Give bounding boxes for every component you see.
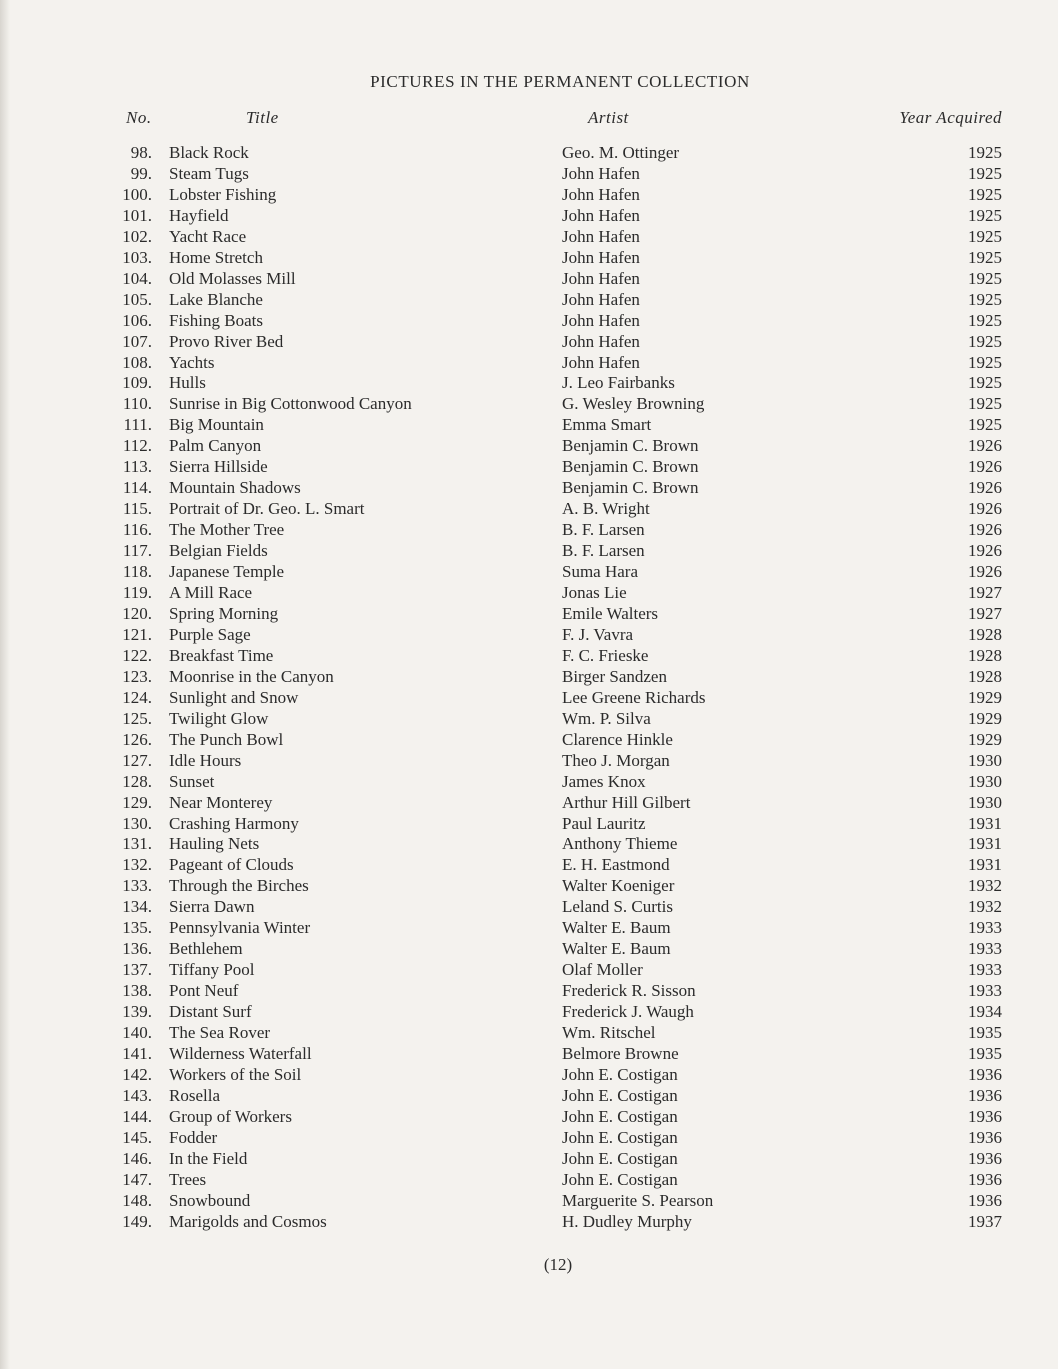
row-artist: John Hafen bbox=[562, 205, 640, 225]
row-year: 1925 bbox=[968, 226, 1002, 246]
row-title: Mountain Shadows bbox=[169, 478, 301, 498]
row-artist: Benjamin C. Brown bbox=[562, 457, 699, 477]
row-title: Sunrise in Big Cottonwood Canyon bbox=[169, 394, 412, 414]
row-number: 109. bbox=[122, 373, 152, 393]
row-artist: G. Wesley Browning bbox=[562, 394, 705, 414]
table-row bbox=[0, 477, 1058, 498]
row-year: 1925 bbox=[968, 394, 1002, 414]
row-artist: Frederick J. Waugh bbox=[562, 1002, 694, 1022]
table-row bbox=[0, 875, 1058, 896]
row-title: Hayfield bbox=[169, 205, 229, 225]
row-title: Home Stretch bbox=[169, 247, 263, 267]
row-artist: Geo. M. Ottinger bbox=[562, 143, 680, 162]
row-number: 125. bbox=[122, 708, 152, 728]
table-row bbox=[0, 771, 1058, 792]
row-year: 1925 bbox=[968, 331, 1002, 351]
row-number: 100. bbox=[122, 184, 152, 204]
row-number: 115. bbox=[122, 499, 152, 519]
row-number: 130. bbox=[122, 813, 152, 833]
row-artist: John E. Costigan bbox=[562, 1148, 678, 1168]
table-row bbox=[0, 226, 1058, 247]
row-title: Workers of the Soil bbox=[169, 1064, 302, 1084]
row-artist: Wm. Ritschel bbox=[562, 1023, 656, 1043]
row-number: 138. bbox=[122, 981, 152, 1001]
row-title: Bethlehem bbox=[169, 939, 243, 959]
row-title: A Mill Race bbox=[169, 583, 253, 603]
row-number: 149. bbox=[122, 1211, 152, 1231]
row-artist: John Hafen bbox=[562, 268, 640, 288]
row-title: Wilderness Waterfall bbox=[169, 1043, 312, 1063]
table-row bbox=[0, 414, 1058, 435]
row-year: 1936 bbox=[968, 1190, 1002, 1210]
row-year: 1933 bbox=[968, 960, 1002, 980]
row-title: Lake Blanche bbox=[169, 289, 263, 309]
row-title: Near Monterey bbox=[169, 792, 273, 812]
row-artist: John Hafen bbox=[562, 310, 640, 330]
row-number: 110. bbox=[122, 394, 152, 414]
table-row bbox=[0, 268, 1058, 289]
row-artist: John Hafen bbox=[562, 289, 640, 309]
table-row bbox=[0, 980, 1058, 1001]
row-artist: Olaf Moller bbox=[562, 960, 643, 980]
row-year: 1929 bbox=[968, 729, 1002, 749]
row-artist: Theo J. Morgan bbox=[562, 750, 670, 770]
row-year: 1925 bbox=[968, 163, 1002, 183]
row-year: 1936 bbox=[968, 1064, 1002, 1084]
row-title: Sunlight and Snow bbox=[169, 687, 299, 707]
row-artist: John E. Costigan bbox=[562, 1085, 678, 1105]
table-row bbox=[0, 1022, 1058, 1043]
table-row bbox=[0, 372, 1058, 393]
table-row bbox=[0, 1001, 1058, 1022]
row-artist: F. J. Vavra bbox=[562, 624, 634, 644]
row-number: 148. bbox=[122, 1190, 152, 1210]
row-artist: Emma Smart bbox=[562, 415, 652, 435]
table-row bbox=[0, 1169, 1058, 1190]
row-title: Snowbound bbox=[169, 1190, 251, 1210]
table-row bbox=[0, 310, 1058, 331]
row-year: 1926 bbox=[968, 478, 1002, 498]
table-row bbox=[0, 813, 1058, 834]
table-row bbox=[0, 435, 1058, 456]
row-artist: John E. Costigan bbox=[562, 1106, 678, 1126]
row-artist: Suma Hara bbox=[562, 562, 639, 582]
row-artist: Jonas Lie bbox=[562, 583, 627, 603]
table-row bbox=[0, 1127, 1058, 1148]
row-title: Sierra Hillside bbox=[169, 457, 268, 477]
row-number: 134. bbox=[122, 897, 152, 917]
table-row bbox=[0, 289, 1058, 310]
row-artist: John Hafen bbox=[562, 226, 640, 246]
row-artist: Lee Greene Richards bbox=[562, 687, 706, 707]
row-artist: John E. Costigan bbox=[562, 1169, 678, 1189]
table-row bbox=[0, 645, 1058, 666]
table-row bbox=[0, 561, 1058, 582]
row-artist: Emile Walters bbox=[562, 603, 659, 623]
row-year: 1926 bbox=[968, 562, 1002, 582]
table-row bbox=[0, 1106, 1058, 1127]
row-year: 1935 bbox=[968, 1043, 1002, 1063]
row-year: 1925 bbox=[968, 373, 1002, 393]
row-year: 1925 bbox=[968, 352, 1002, 372]
row-title: Yacht Race bbox=[169, 226, 247, 246]
table-row bbox=[0, 205, 1058, 226]
row-year: 1936 bbox=[968, 1169, 1002, 1189]
row-title: Hulls bbox=[169, 373, 206, 393]
row-number: 107. bbox=[122, 331, 152, 351]
row-number: 117. bbox=[122, 541, 152, 561]
row-number: 121. bbox=[122, 624, 152, 644]
row-artist: E. H. Eastmond bbox=[562, 855, 670, 875]
row-artist: Frederick R. Sisson bbox=[562, 981, 696, 1001]
table-row bbox=[0, 184, 1058, 205]
row-number: 142. bbox=[122, 1064, 152, 1084]
row-year: 1933 bbox=[968, 918, 1002, 938]
row-number: 139. bbox=[122, 1002, 152, 1022]
row-title: Tiffany Pool bbox=[169, 960, 255, 980]
row-title: Group of Workers bbox=[169, 1106, 292, 1126]
row-number: 144. bbox=[122, 1106, 152, 1126]
row-number: 98. bbox=[130, 143, 152, 162]
table-row bbox=[0, 1148, 1058, 1169]
row-title: Through the Birches bbox=[169, 876, 309, 896]
row-year: 1925 bbox=[968, 247, 1002, 267]
row-artist: John Hafen bbox=[562, 163, 640, 183]
table-row bbox=[0, 854, 1058, 875]
column-header-artist: Artist bbox=[588, 108, 629, 127]
table-row bbox=[0, 352, 1058, 373]
row-year: 1930 bbox=[968, 792, 1002, 812]
row-number: 112. bbox=[122, 436, 152, 456]
row-year: 1929 bbox=[968, 687, 1002, 707]
row-year: 1937 bbox=[968, 1211, 1002, 1231]
row-title: Pennsylvania Winter bbox=[169, 918, 311, 938]
table-row bbox=[0, 1064, 1058, 1085]
row-number: 126. bbox=[122, 729, 152, 749]
row-title: Distant Surf bbox=[169, 1002, 252, 1022]
row-number: 103. bbox=[122, 247, 152, 267]
row-number: 111. bbox=[123, 415, 152, 435]
page-number: (12) bbox=[543, 1255, 573, 1274]
row-year: 1934 bbox=[968, 1002, 1002, 1022]
table-row bbox=[0, 624, 1058, 645]
collection-table bbox=[0, 142, 1058, 1232]
table-row bbox=[0, 331, 1058, 352]
row-title: Hauling Nets bbox=[169, 834, 260, 854]
row-number: 146. bbox=[122, 1148, 152, 1168]
row-title: Portrait of Dr. Geo. L. Smart bbox=[169, 499, 365, 519]
row-year: 1936 bbox=[968, 1085, 1002, 1105]
row-title: Black Rock bbox=[169, 143, 249, 162]
table-row bbox=[0, 687, 1058, 708]
row-year: 1925 bbox=[968, 415, 1002, 435]
row-number: 104. bbox=[122, 268, 152, 288]
row-title: The Sea Rover bbox=[169, 1023, 271, 1043]
row-year: 1933 bbox=[968, 939, 1002, 959]
row-number: 118. bbox=[122, 562, 152, 582]
row-year: 1930 bbox=[968, 771, 1002, 791]
table-row bbox=[0, 1190, 1058, 1211]
table-row bbox=[0, 519, 1058, 540]
row-title: Trees bbox=[169, 1169, 207, 1189]
row-title: Moonrise in the Canyon bbox=[169, 666, 334, 686]
row-artist: John E. Costigan bbox=[562, 1127, 678, 1147]
row-number: 119. bbox=[122, 583, 152, 603]
row-artist: Paul Lauritz bbox=[562, 813, 646, 833]
row-number: 127. bbox=[122, 750, 152, 770]
row-number: 114. bbox=[122, 478, 152, 498]
row-title: Yachts bbox=[169, 352, 215, 372]
row-title: Palm Canyon bbox=[169, 436, 262, 456]
row-artist: Walter E. Baum bbox=[562, 918, 671, 938]
table-row bbox=[0, 603, 1058, 624]
row-year: 1926 bbox=[968, 520, 1002, 540]
row-title: Belgian Fields bbox=[169, 541, 268, 561]
row-number: 141. bbox=[122, 1043, 152, 1063]
row-number: 105. bbox=[122, 289, 152, 309]
row-title: In the Field bbox=[169, 1148, 248, 1168]
row-artist: B. F. Larsen bbox=[562, 541, 645, 561]
row-number: 135. bbox=[122, 918, 152, 938]
table-row bbox=[0, 833, 1058, 854]
row-number: 113. bbox=[122, 457, 152, 477]
table-row bbox=[0, 729, 1058, 750]
row-number: 101. bbox=[122, 205, 152, 225]
row-title: Pont Neuf bbox=[169, 981, 239, 1001]
column-header-no: No. bbox=[126, 108, 152, 127]
table-row bbox=[0, 1043, 1058, 1064]
row-title: Spring Morning bbox=[169, 603, 279, 623]
row-title: Purple Sage bbox=[169, 624, 251, 644]
row-artist: Arthur Hill Gilbert bbox=[562, 792, 691, 812]
row-title: Breakfast Time bbox=[169, 645, 274, 665]
row-title: Japanese Temple bbox=[169, 562, 285, 582]
row-year: 1932 bbox=[968, 876, 1002, 896]
row-number: 123. bbox=[122, 666, 152, 686]
row-artist: Benjamin C. Brown bbox=[562, 436, 699, 456]
row-artist: H. Dudley Murphy bbox=[562, 1211, 692, 1231]
row-year: 1926 bbox=[968, 499, 1002, 519]
row-year: 1935 bbox=[968, 1023, 1002, 1043]
row-title: Sierra Dawn bbox=[169, 897, 255, 917]
row-artist: Leland S. Curtis bbox=[562, 897, 673, 917]
row-year: 1930 bbox=[968, 750, 1002, 770]
row-title: The Mother Tree bbox=[169, 520, 285, 540]
table-row bbox=[0, 750, 1058, 771]
row-title: Sunset bbox=[169, 771, 215, 791]
row-artist: John Hafen bbox=[562, 247, 640, 267]
row-number: 131. bbox=[122, 834, 152, 854]
row-title: The Punch Bowl bbox=[169, 729, 284, 749]
row-year: 1925 bbox=[968, 184, 1002, 204]
row-number: 132. bbox=[122, 855, 152, 875]
row-number: 140. bbox=[122, 1023, 152, 1043]
row-year: 1936 bbox=[968, 1127, 1002, 1147]
column-header-year: Year Acquired bbox=[899, 108, 1002, 127]
table-row bbox=[0, 792, 1058, 813]
row-artist: Birger Sandzen bbox=[562, 666, 667, 686]
row-number: 122. bbox=[122, 645, 152, 665]
row-number: 120. bbox=[122, 603, 152, 623]
table-row bbox=[0, 896, 1058, 917]
table-row bbox=[0, 917, 1058, 938]
row-artist: Benjamin C. Brown bbox=[562, 478, 699, 498]
row-number: 102. bbox=[122, 226, 152, 246]
row-year: 1928 bbox=[968, 624, 1002, 644]
table-row bbox=[0, 708, 1058, 729]
row-title: Provo River Bed bbox=[169, 331, 284, 351]
row-number: 143. bbox=[122, 1085, 152, 1105]
row-year: 1926 bbox=[968, 436, 1002, 456]
table-row bbox=[0, 582, 1058, 603]
table-row bbox=[0, 1211, 1058, 1232]
table-row bbox=[0, 540, 1058, 561]
row-year: 1925 bbox=[968, 310, 1002, 330]
table-row bbox=[0, 142, 1058, 163]
row-year: 1931 bbox=[968, 813, 1002, 833]
row-year: 1926 bbox=[968, 457, 1002, 477]
row-year: 1936 bbox=[968, 1106, 1002, 1126]
row-artist: Clarence Hinkle bbox=[562, 729, 673, 749]
table-row bbox=[0, 938, 1058, 959]
row-artist: Walter E. Baum bbox=[562, 939, 671, 959]
table-row bbox=[0, 456, 1058, 477]
row-number: 108. bbox=[122, 352, 152, 372]
row-title: Idle Hours bbox=[169, 750, 242, 770]
row-year: 1933 bbox=[968, 981, 1002, 1001]
row-year: 1925 bbox=[968, 289, 1002, 309]
table-row bbox=[0, 959, 1058, 980]
row-artist: John Hafen bbox=[562, 184, 640, 204]
row-artist: B. F. Larsen bbox=[562, 520, 645, 540]
table-row bbox=[0, 393, 1058, 414]
table-row bbox=[0, 163, 1058, 184]
row-title: Steam Tugs bbox=[169, 163, 249, 183]
row-title: Marigolds and Cosmos bbox=[169, 1211, 327, 1231]
row-artist: John E. Costigan bbox=[562, 1064, 678, 1084]
row-title: Twilight Glow bbox=[169, 708, 269, 728]
row-number: 124. bbox=[122, 687, 152, 707]
row-artist: Anthony Thieme bbox=[562, 834, 678, 854]
row-title: Rosella bbox=[169, 1085, 220, 1105]
row-number: 128. bbox=[122, 771, 152, 791]
row-year: 1925 bbox=[968, 268, 1002, 288]
row-number: 129. bbox=[122, 792, 152, 812]
row-title: Crashing Harmony bbox=[169, 813, 299, 833]
column-header-title: Title bbox=[246, 108, 279, 127]
table-row bbox=[0, 666, 1058, 687]
row-artist: Belmore Browne bbox=[562, 1043, 679, 1063]
row-number: 137. bbox=[122, 960, 152, 980]
row-artist: J. Leo Fairbanks bbox=[562, 373, 675, 393]
row-title: Lobster Fishing bbox=[169, 184, 277, 204]
row-year: 1926 bbox=[968, 541, 1002, 561]
row-number: 145. bbox=[122, 1127, 152, 1147]
row-year: 1925 bbox=[968, 143, 1002, 162]
row-artist: Wm. P. Silva bbox=[562, 708, 651, 728]
row-year: 1927 bbox=[968, 603, 1002, 623]
row-title: Fishing Boats bbox=[169, 310, 263, 330]
row-year: 1928 bbox=[968, 645, 1002, 665]
row-artist: John Hafen bbox=[562, 331, 640, 351]
row-artist: James Knox bbox=[562, 771, 646, 791]
row-year: 1927 bbox=[968, 583, 1002, 603]
row-number: 106. bbox=[122, 310, 152, 330]
row-title: Big Mountain bbox=[169, 415, 264, 435]
row-artist: Walter Koeniger bbox=[562, 876, 675, 896]
row-number: 136. bbox=[122, 939, 152, 959]
row-year: 1928 bbox=[968, 666, 1002, 686]
row-year: 1925 bbox=[968, 205, 1002, 225]
row-title: Old Molasses Mill bbox=[169, 268, 296, 288]
row-number: 116. bbox=[122, 520, 152, 540]
row-number: 133. bbox=[122, 876, 152, 896]
table-row bbox=[0, 247, 1058, 268]
row-artist: John Hafen bbox=[562, 352, 640, 372]
row-year: 1932 bbox=[968, 897, 1002, 917]
row-year: 1931 bbox=[968, 855, 1002, 875]
row-artist: F. C. Frieske bbox=[562, 645, 649, 665]
row-artist: A. B. Wright bbox=[562, 499, 650, 519]
row-year: 1929 bbox=[968, 708, 1002, 728]
row-title: Fodder bbox=[169, 1127, 218, 1147]
table-row bbox=[0, 498, 1058, 519]
row-year: 1936 bbox=[968, 1148, 1002, 1168]
row-title: Pageant of Clouds bbox=[169, 855, 294, 875]
row-number: 99. bbox=[130, 163, 152, 183]
row-number: 147. bbox=[122, 1169, 152, 1189]
page-title: PICTURES IN THE PERMANENT COLLECTION bbox=[370, 72, 750, 91]
row-artist: Marguerite S. Pearson bbox=[562, 1190, 714, 1210]
row-year: 1931 bbox=[968, 834, 1002, 854]
table-row bbox=[0, 1085, 1058, 1106]
